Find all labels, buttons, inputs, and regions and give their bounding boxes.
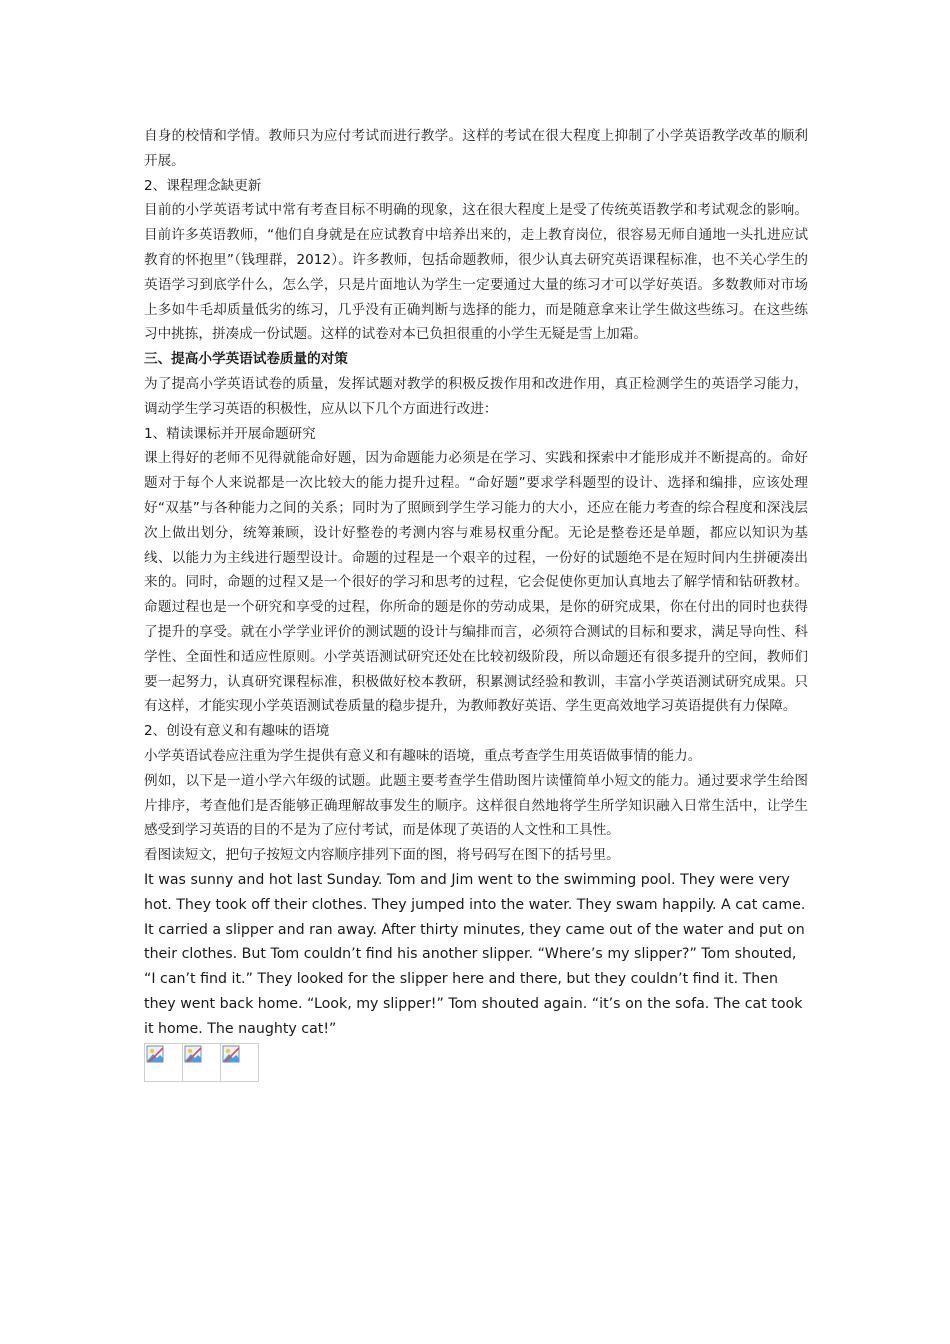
- paragraph-context: 小学英语试卷应注重为学生提供有意义和有趣味的语境，重点考查学生用英语做事情的能力。: [144, 747, 702, 764]
- section-heading: 三、提高小学英语试卷质量的对策: [144, 351, 348, 368]
- english-passage: It was sunny and hot last Sunday. Tom and Jim went to the swimming pool. They were very hot. They took off their clothes. They jumped into the water. They swam happily. A cat came. It carried a slipper and ran away. After thirty minutes, they came out of the water and put on their clothes. But Tom couldn’t find his another slipper. “Where’s my slipper?” Tom shouted, “I can’t find it.” They looked for the slipper here and there, but they couldn’t find it. Then they went back home. “Look, my slipper!” Tom shouted again. “it’s on the sofa. The cat took it home. The naughty cat!”: [144, 871, 806, 1037]
- broken-image-icon: [222, 1045, 240, 1063]
- image-placeholder-1: [144, 1043, 183, 1082]
- image-placeholder-2: [182, 1043, 221, 1082]
- paragraph-curriculum: 目前的小学英语考试中常有考查目标不明确的现象，这在很大程度上是受了传统英语教学和考试观念的影响。目前许多英语教师，“他们自身就是在应试教育中培养出来的，走上教育岗位，很容易无师自通地一头扎进应试教育的怀抱里”（钱理群，2012）。许多教师，包括命题教师，很少认真去研究英语课程标准，也不关心学生的英语学习到底学什么，怎么学，只是片面地认为学生一定要通过大量的练习才可以学好英语。多数教师对市场上多如牛毛却质量低劣的练习，几乎没有正确判断与选择的能力，而是随意拿来让学生做这些练习。在这些练习中挑拣，拼凑成一份试题。这样的试卷对本已负担很重的小学生无疑是雪上加霜。: [144, 202, 808, 343]
- image-row: [144, 1043, 808, 1082]
- broken-image-icon: [184, 1045, 202, 1063]
- document-page: [144, 124, 808, 1082]
- broken-image-icon: [146, 1045, 164, 1063]
- paragraph-instruction: 看图读短文，把句子按短文内容顺序排列下面的图，将号码写在图下的括号里。: [144, 847, 620, 864]
- paragraph-strategy-intro: 为了提高小学英语试卷的质量，发挥试题对教学的积极反拨作用和改进作用，真正检测学生的英语学习能力，调动学生学习英语的积极性，应从以下几个方面进行改进：: [144, 375, 808, 417]
- paragraph-intro: 自身的校情和学情。教师只为应付考试而进行教学。这样的考试在很大程度上抑制了小学英语教学改革的顺利开展。: [144, 128, 808, 169]
- image-placeholder-3: [220, 1043, 259, 1082]
- subheading-curriculum: 2、课程理念缺更新: [144, 177, 262, 194]
- paragraph-example: 例如，以下是一道小学六年级的试题。此题主要考查学生借助图片读懂简单小短文的能力。通过要求学生给图片排序，考查他们是否能够正确理解故事发生的顺序。这样很自然地将学生所学知识融入日常生活中，让学生感受到学习英语的目的不是为了应付考试，而是体现了英语的人文性和工具性。: [144, 772, 808, 839]
- paragraph-standards: 课上得好的老师不见得就能命好题，因为命题能力必须是在学习、实践和探索中才能形成并不断提高的。命好题对于每个人来说都是一次比较大的能力提升过程。“命好题”要求学科题型的设计、选择和编排，应该处理好“双基”与各种能力之间的关系；同时为了照顾到学生学习能力的大小，还应在能力考查的综合程度和深浅层次上做出划分，统筹兼顾，设计好整卷的考测内容与难易权重分配。无论是整卷还是单题，都应以知识为基线、以能力为主线进行题型设计。命题的过程是一个艰辛的过程，一份好的试题绝不是在短时间内生拼硬凑出来的。同时，命题的过程又是一个很好的学习和思考的过程，它会促使你更加认真地去了解学情和钻研教材。命题过程也是一个研究和享受的过程，你所命的题是你的劳动成果，是你的研究成果，你在付出的同时也获得了提升的享受。就在小学学业评价的测试题的设计与编排而言，必须符合测试的目标和要求，满足导向性、科学性、全面性和适应性原则。小学英语测试研究还处在比较初级阶段，所以命题还有很多提升的空间，教师们要一起努力，认真研究课程标准，积极做好校本教研，积累测试经验和教训，丰富小学英语测试研究成果。只有这样，才能实现小学英语测试卷质量的稳步提升，为教师教好英语、学生更高效地学习英语提供有力保障。: [144, 450, 808, 715]
- subheading-standards: 1、精读课标并开展命题研究: [144, 425, 316, 442]
- subheading-context: 2、创设有意义和有趣味的语境: [144, 723, 330, 740]
